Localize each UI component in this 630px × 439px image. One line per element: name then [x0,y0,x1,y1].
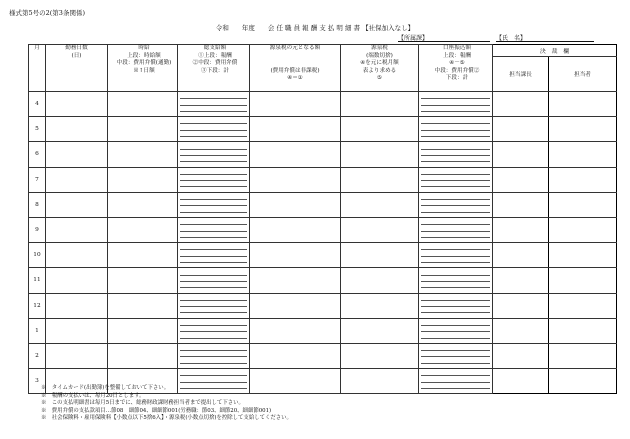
days-input-cell[interactable] [46,192,108,217]
sub-divider-line [421,363,490,364]
header-days-unit: (日) [71,52,82,59]
approval-manager-cell[interactable] [493,92,549,117]
sub-divider-line [180,331,247,332]
header-wtax-line2: ④を元に税月額 [360,60,399,67]
withholding-base-cell[interactable] [250,343,341,368]
sub-divider-line [180,180,247,181]
month-row [29,318,617,343]
sub-divider-line [421,237,490,238]
month-row [29,243,617,268]
withholding-tax-cell[interactable] [341,369,419,394]
transfer-amount-cell[interactable] [419,167,493,192]
approval-manager-cell[interactable] [493,167,549,192]
month-cell: 2 [29,343,46,368]
sub-divider-line [180,105,247,106]
sub-divider-line [421,375,490,376]
sub-divider-line [180,111,247,112]
header-total-title: 総支給額 [203,45,227,51]
transfer-amount-cell[interactable] [419,318,493,343]
approval-staff-cell[interactable] [549,243,617,268]
sub-divider-line [421,262,490,263]
sub-divider-line [180,363,247,364]
header-withholding-base [250,45,341,92]
sub-divider-line [421,155,490,156]
header-hourly-line3: ※↑日額 [133,67,155,74]
total-pay-cell[interactable] [178,268,250,293]
approval-staff-cell[interactable] [549,92,617,117]
withholding-tax-cell[interactable] [341,293,419,318]
sub-divider-line [180,174,247,175]
withholding-tax-cell[interactable] [341,142,419,167]
sub-divider-line [180,231,247,232]
sub-divider-line [421,356,490,357]
withholding-tax-cell[interactable] [341,117,419,142]
name-underline [496,41,594,42]
month-cell: 6 [29,142,46,167]
sub-divider-line [421,98,490,99]
withholding-base-cell[interactable] [250,243,341,268]
header-month: 月 [29,45,46,92]
name-label: 【氏 名】 [496,35,527,42]
sub-divider-line [180,155,247,156]
withholding-base-cell[interactable] [250,117,341,142]
month-row [29,192,617,217]
approval-manager-cell[interactable] [493,192,549,217]
approval-manager-cell[interactable] [493,268,549,293]
withholding-base-cell[interactable] [250,192,341,217]
sub-divider-line [421,174,490,175]
header-days-title: 勤務日数 [65,45,88,51]
header-total-line1: ①上段：報酬 [198,52,232,59]
withholding-tax-cell[interactable] [341,268,419,293]
total-pay-cell[interactable] [178,167,250,192]
days-input-cell[interactable] [46,268,108,293]
month-cell: 4 [29,92,46,117]
sub-divider-line [421,331,490,332]
header-approval: 決 裁 欄 [493,45,617,57]
sub-divider-line [421,180,490,181]
withholding-base-cell[interactable] [250,167,341,192]
approval-manager-cell[interactable] [493,318,549,343]
sub-divider-line [180,287,247,288]
days-input-cell[interactable] [46,142,108,167]
total-pay-cell[interactable] [178,243,250,268]
sub-divider-line [421,281,490,282]
withholding-tax-cell[interactable] [341,343,419,368]
sub-divider-line [180,249,247,250]
header-hourly [108,45,178,92]
total-pay-cell[interactable] [178,293,250,318]
approval-manager-cell[interactable] [493,343,549,368]
header-total-line3: ③下段：計 [201,67,229,74]
month-cell: 10 [29,243,46,268]
header-approval-manager: 担当課長 [493,57,549,92]
total-pay-cell[interactable] [178,318,250,343]
month-row [29,167,617,192]
approval-staff-cell[interactable] [549,268,617,293]
form-number: 様式第5号の2(第3条関係) [9,9,85,17]
hourly-input-cell[interactable] [108,343,178,368]
approval-manager-cell[interactable] [493,293,549,318]
sub-divider-line [421,205,490,206]
header-transfer-line4: 下段：計 [445,75,469,82]
transfer-amount-cell[interactable] [419,369,493,394]
header-wtax-title: 源泉税 [371,45,388,51]
sub-divider-line [421,111,490,112]
days-input-cell[interactable] [46,343,108,368]
days-input-cell[interactable] [46,217,108,242]
sub-divider-line [180,212,247,213]
note-item: ※ 報酬の支払いは、毎月20日とします。 [41,392,145,399]
approval-staff-cell[interactable] [549,167,617,192]
month-cell: 7 [29,167,46,192]
sub-divider-line [180,130,247,131]
header-hourly-title: 時給 [138,45,150,51]
document-title: 令和 年度 会 任 職 員 報 酬 支 払 明 細 書 【社保加入なし】 [215,24,415,32]
header-wbase-line1: (費用弁償は非課税) [270,67,320,74]
sub-divider-line [421,149,490,150]
approval-manager-cell[interactable] [493,243,549,268]
sub-divider-line [421,275,490,276]
month-row [29,268,617,293]
header-transfer-line3: 中段：費用弁償② [434,67,480,74]
month-cell: 9 [29,217,46,242]
month-cell: 3 [29,369,46,394]
hourly-input-cell[interactable] [108,293,178,318]
sub-divider-line [180,237,247,238]
total-pay-cell[interactable] [178,142,250,167]
header-wbase-line2: ④＝① [287,75,303,82]
note-item: ※ 社会保険料・雇用保険料【小数点以下5捨6入】・源泉税(小数点切捨)を控除して支給してください。 [41,415,292,422]
sub-divider-line [180,312,247,313]
withholding-base-cell[interactable] [250,318,341,343]
withholding-tax-cell[interactable] [341,167,419,192]
sub-divider-line [180,256,247,257]
header-withholding-tax [341,45,419,92]
hourly-input-cell[interactable] [108,243,178,268]
sub-divider-line [180,350,247,351]
transfer-amount-cell[interactable] [419,243,493,268]
withholding-base-cell[interactable] [250,92,341,117]
hourly-input-cell[interactable] [108,268,178,293]
hourly-input-cell[interactable] [108,142,178,167]
days-input-cell[interactable] [46,318,108,343]
header-transfer-line2: ④－⑤ [449,60,465,67]
approval-manager-cell[interactable] [493,217,549,242]
total-pay-cell[interactable] [178,343,250,368]
header-wtax-line1: (端数切捨) [366,52,393,59]
department-underline [398,41,490,42]
sub-divider-line [180,356,247,357]
sub-divider-line [421,161,490,162]
header-work-days [46,45,108,92]
month-cell: 8 [29,192,46,217]
month-row [29,293,617,318]
approval-manager-cell[interactable] [493,142,549,167]
hourly-input-cell[interactable] [108,217,178,242]
note-item: ※ この支払明細書は毎月5日までに、総務財政課財務担当者まで提出して下さい。 [41,400,244,407]
withholding-base-cell[interactable] [250,268,341,293]
approval-staff-cell[interactable] [549,369,617,394]
month-cell: 11 [29,268,46,293]
days-input-cell[interactable] [46,243,108,268]
sub-divider-line [421,382,490,383]
month-row [29,117,617,142]
sub-divider-line [180,224,247,225]
sub-divider-line [180,186,247,187]
transfer-amount-cell[interactable] [419,117,493,142]
sub-divider-line [421,306,490,307]
payment-table [28,44,617,394]
sub-divider-line [180,149,247,150]
month-cell: 12 [29,293,46,318]
sub-divider-line [180,325,247,326]
department-label: 【所属課】 [398,35,429,42]
transfer-amount-cell[interactable] [419,343,493,368]
sub-divider-line [421,388,490,389]
sub-divider-line [421,300,490,301]
header-transfer-title: 口座振込額 [443,45,471,51]
header-wtax-line3: 表より求める [362,67,397,74]
withholding-base-cell[interactable] [250,293,341,318]
withholding-base-cell[interactable] [250,142,341,167]
sub-divider-line [180,281,247,282]
days-input-cell[interactable] [46,167,108,192]
month-row [29,343,617,368]
sub-divider-line [180,136,247,137]
month-row [29,142,617,167]
month-row [29,92,617,117]
header-approval-staff: 担当者 [549,57,617,92]
total-pay-cell[interactable] [178,192,250,217]
sub-divider-line [421,231,490,232]
transfer-amount-cell[interactable] [419,192,493,217]
approval-manager-cell[interactable] [493,117,549,142]
approval-staff-cell[interactable] [549,192,617,217]
sub-divider-line [421,123,490,124]
sub-divider-line [180,199,247,200]
sub-divider-line [421,136,490,137]
sub-divider-line [180,306,247,307]
sub-divider-line [421,199,490,200]
notes-section [41,385,292,423]
withholding-tax-cell[interactable] [341,92,419,117]
sub-divider-line [421,325,490,326]
sub-divider-line [421,130,490,131]
header-total-pay [178,45,250,92]
approval-staff-cell[interactable] [549,343,617,368]
approval-staff-cell[interactable] [549,217,617,242]
header-transfer [419,45,493,92]
sub-divider-line [421,186,490,187]
days-input-cell[interactable] [46,92,108,117]
sub-divider-line [180,338,247,339]
sub-divider-line [180,375,247,376]
sub-divider-line [421,256,490,257]
hourly-input-cell[interactable] [108,192,178,217]
approval-staff-cell[interactable] [549,318,617,343]
note-item: ※ タイムカード(出勤簿)を整備しておいて下さい。 [41,385,170,391]
month-cell: 1 [29,318,46,343]
header-total-line2: ②中段：費用弁償 [192,60,238,67]
total-pay-cell[interactable] [178,217,250,242]
sub-divider-line [421,287,490,288]
withholding-base-cell[interactable] [250,217,341,242]
total-pay-cell[interactable] [178,92,250,117]
days-input-cell[interactable] [46,117,108,142]
sub-divider-line [421,338,490,339]
approval-manager-cell[interactable] [493,369,549,394]
withholding-tax-cell[interactable] [341,192,419,217]
sub-divider-line [180,205,247,206]
header-wtax-line4: ⑤ [376,75,382,82]
sub-divider-line [421,105,490,106]
withholding-tax-cell[interactable] [341,243,419,268]
hourly-input-cell[interactable] [108,92,178,117]
month-cell: 5 [29,117,46,142]
transfer-amount-cell[interactable] [419,268,493,293]
approval-staff-cell[interactable] [549,142,617,167]
header-wbase-title: 源泉税の元となる額 [269,45,321,51]
sub-divider-line [180,382,247,383]
approval-staff-cell[interactable] [549,117,617,142]
days-input-cell[interactable] [46,293,108,318]
sub-divider-line [421,249,490,250]
withholding-tax-cell[interactable] [341,217,419,242]
transfer-amount-cell[interactable] [419,293,493,318]
total-pay-cell[interactable] [178,117,250,142]
transfer-amount-cell[interactable] [419,217,493,242]
sub-divider-line [421,312,490,313]
header-hourly-line2: 中段：費用弁償(通勤) [116,60,172,67]
sub-divider-line [180,161,247,162]
sub-divider-line [180,275,247,276]
header-transfer-line1: 上段：報酬 [443,52,471,59]
sub-divider-line [180,98,247,99]
sub-divider-line [180,123,247,124]
transfer-amount-cell[interactable] [419,142,493,167]
hourly-input-cell[interactable] [108,167,178,192]
withholding-tax-cell[interactable] [341,318,419,343]
sub-divider-line [421,212,490,213]
approval-staff-cell[interactable] [549,293,617,318]
note-item: ※ 費用弁償の支払款項目…節08 細節04、細細節001(労務職：節03、細節20、細細節001) [41,407,272,414]
sub-divider-line [421,224,490,225]
sub-divider-line [421,350,490,351]
sub-divider-line [180,262,247,263]
transfer-amount-cell[interactable] [419,92,493,117]
hourly-input-cell[interactable] [108,318,178,343]
sub-divider-line [180,300,247,301]
hourly-input-cell[interactable] [108,117,178,142]
header-hourly-line1: 上段：時給額 [127,52,161,59]
month-row [29,217,617,242]
